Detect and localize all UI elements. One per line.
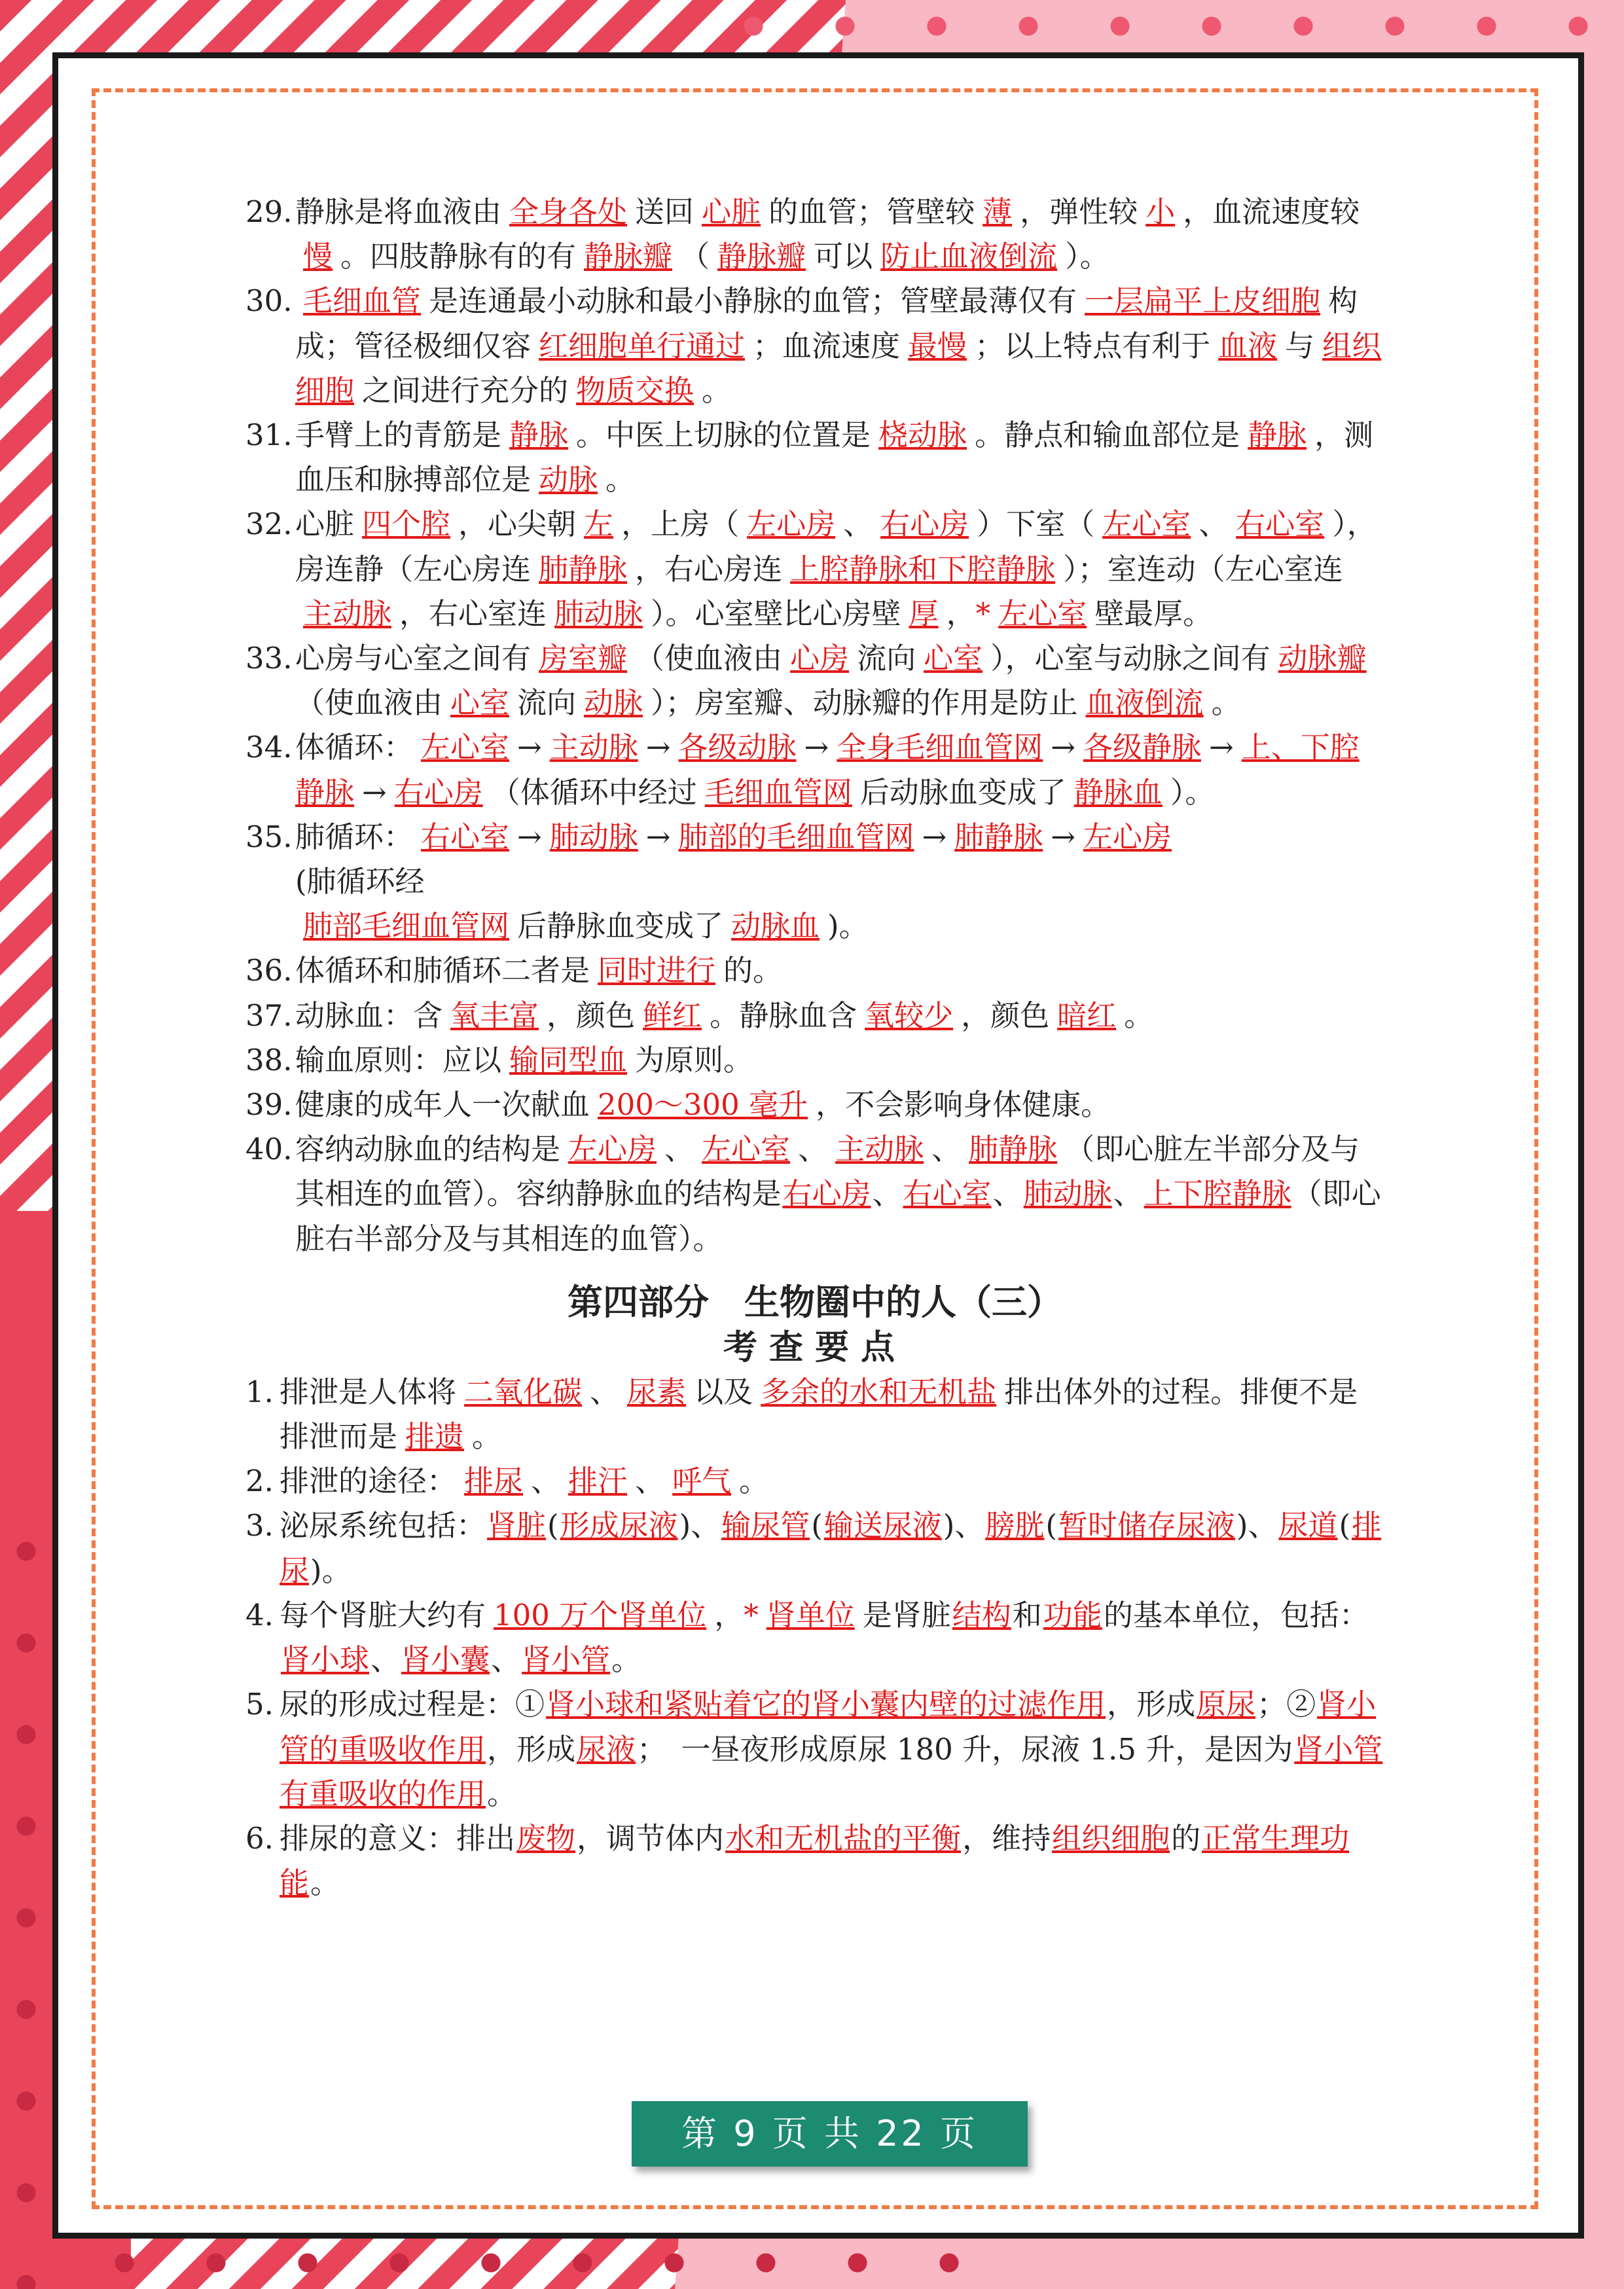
- section-subtitle: 考查要点: [723, 1327, 907, 1367]
- answer: 血液倒流: [1085, 685, 1204, 721]
- answer: 一层扁平上皮细胞: [1085, 283, 1321, 319]
- text: 。四肢静脉有的有: [340, 239, 577, 274]
- text: 泌尿系统包括：: [280, 1508, 486, 1543]
- text: 。静点和输血部位是: [975, 418, 1240, 453]
- answer: 右心房: [394, 774, 483, 810]
- answer: 上、下腔静脉: [295, 730, 1360, 810]
- answer: 静脉瓣: [717, 239, 806, 274]
- text: (: [1045, 1508, 1057, 1543]
- answer: 静脉血: [1074, 774, 1163, 810]
- item-number: 2.: [245, 1464, 274, 1499]
- text: 送回: [635, 194, 695, 229]
- answer: 肾小囊: [401, 1642, 490, 1678]
- text: 心脏: [295, 507, 355, 542]
- answer: 右心室: [903, 1176, 992, 1212]
- answer: 心脏: [702, 194, 761, 229]
- point-1: [245, 1370, 1384, 1459]
- text: 尿的形成过程是：①: [280, 1687, 545, 1722]
- answer: 肾脏: [487, 1508, 547, 1543]
- answer: 心室: [924, 641, 983, 676]
- answer: 右心室: [1236, 507, 1325, 542]
- answer: 左心室: [702, 1132, 791, 1167]
- arrow: →: [517, 730, 542, 765]
- answer: 主动脉: [835, 1132, 924, 1167]
- text: )。: [827, 909, 869, 944]
- text: 的血管；管壁较: [768, 194, 975, 229]
- point-6: [245, 1816, 1384, 1905]
- text: 与: [1285, 328, 1315, 363]
- item-number: 31.: [245, 418, 293, 453]
- answer: 输同型血: [509, 1042, 628, 1077]
- text: ，颜色: [547, 998, 636, 1033]
- answer: 右心室: [421, 819, 510, 854]
- answer: 200～300 毫升: [598, 1087, 808, 1123]
- question-35: [245, 815, 1384, 949]
- document-body: [245, 190, 1384, 1905]
- answer: 多余的水和无机盐: [761, 1374, 997, 1409]
- answer: 组织细胞: [1052, 1820, 1170, 1856]
- answer: 肾小管的重吸收作用: [280, 1687, 1377, 1767]
- text: ，右心室连: [399, 596, 547, 631]
- text: 的: [1171, 1820, 1201, 1856]
- answer: 全身毛细血管网: [837, 730, 1043, 765]
- answer: 心室: [450, 685, 510, 721]
- text: 流向: [517, 685, 577, 721]
- answer: 尿素: [627, 1374, 687, 1409]
- text: 、: [798, 1132, 828, 1167]
- text: 静脉是将血液由: [295, 194, 502, 229]
- answer: 左心房: [568, 1132, 657, 1167]
- answer: 左心房: [747, 507, 836, 542]
- answer: 房室瓣: [539, 641, 628, 676]
- question-39: [245, 1083, 1384, 1127]
- text: ；血流速度: [753, 328, 901, 363]
- answer: 氧丰富: [450, 998, 539, 1033]
- text: 手臂上的青筋是: [295, 418, 502, 453]
- answer: 肺静脉: [539, 551, 628, 586]
- answer: 慢: [303, 239, 333, 274]
- text: 、: [1199, 507, 1229, 542]
- answer: 排尿: [464, 1464, 524, 1499]
- text: 、: [370, 1642, 401, 1678]
- question-36: [245, 948, 1384, 993]
- text: 肺循环：: [295, 819, 414, 854]
- text: 。: [487, 1776, 517, 1811]
- text: ； 一昼夜形成原尿 180 升，尿液 1.5 升，是因为: [637, 1731, 1293, 1767]
- question-38: [245, 1038, 1384, 1083]
- answer: 尿液: [577, 1731, 636, 1767]
- answer: 桡动脉: [878, 418, 967, 453]
- answer: 红细胞单行通过: [539, 328, 746, 363]
- text: 动脉血：含: [295, 998, 443, 1033]
- text: ，上房（: [621, 507, 740, 542]
- text: 排出体外的过程。排便不是排泄而是: [280, 1374, 1358, 1454]
- answer: 左心室: [998, 596, 1087, 631]
- answer: 物质交换: [576, 372, 695, 408]
- answer: 废物: [516, 1820, 576, 1856]
- item-number: 37.: [245, 998, 293, 1033]
- answer: 主动脉: [549, 730, 638, 765]
- text: 。: [1211, 685, 1241, 721]
- item-number: 36.: [245, 953, 293, 988]
- answer: 排尿: [280, 1508, 1382, 1588]
- text: 后动脉血变成了: [859, 774, 1066, 810]
- text: 体循环和肺循环二者是: [295, 953, 590, 988]
- arrow: →: [1051, 730, 1075, 765]
- answer: 呼气: [672, 1464, 732, 1499]
- answer: 防止血液倒流: [880, 239, 1058, 274]
- question-30: [245, 279, 1384, 413]
- text: ）。: [1065, 239, 1110, 274]
- text: （即心脏左半部分及与其相连的血管）。容纳静脉血的结构是: [295, 1132, 1360, 1212]
- answer: 静脉: [509, 418, 569, 453]
- item-number: 34.: [245, 730, 293, 765]
- answer: 右心房: [782, 1176, 871, 1212]
- text: 构成；管径极细仅容: [295, 283, 1358, 363]
- text: 容纳动脉血的结构是: [295, 1132, 561, 1167]
- item-number: 6.: [245, 1820, 274, 1856]
- page-number-badge: 第 9 页 共 22 页: [632, 2101, 1028, 2167]
- answer: 肺动脉: [549, 819, 638, 854]
- text: 。静脉血含: [710, 998, 857, 1033]
- answer: 结构: [952, 1597, 1011, 1632]
- answer: 组织细胞: [295, 328, 1382, 408]
- text: 和: [1012, 1597, 1042, 1632]
- text: (肺循环经: [295, 864, 425, 899]
- text: 、: [635, 1464, 665, 1499]
- text: 输血原则：应以: [295, 1042, 502, 1077]
- answer: 小: [1146, 194, 1176, 229]
- text: 、: [843, 507, 873, 542]
- answer: 尿道: [1278, 1508, 1338, 1543]
- answer: 正常生理功能: [280, 1820, 1350, 1901]
- arrow: →: [517, 819, 542, 854]
- question-32: [245, 502, 1384, 636]
- answer: 输尿管: [721, 1508, 810, 1543]
- text: 心房与心室之间有: [295, 641, 532, 676]
- text: ，心尖朝: [458, 507, 577, 542]
- answer: 毛细血管: [303, 283, 422, 319]
- answer: 肺部毛细血管网: [303, 909, 510, 944]
- answer: 氧较少: [865, 998, 954, 1033]
- answer: 动脉: [584, 685, 643, 721]
- item-number: 33.: [245, 641, 293, 676]
- text: ，: [946, 596, 976, 631]
- background-dots-left: [0, 1505, 52, 2289]
- answer: 原尿: [1197, 1687, 1256, 1722]
- item-number: 38.: [245, 1042, 293, 1077]
- text: 、: [491, 1642, 521, 1678]
- item-number: 29.: [245, 194, 293, 229]
- answer: 肺部的毛细血管网: [678, 819, 914, 854]
- question-37: [245, 994, 1384, 1038]
- item-number: 3.: [245, 1508, 274, 1543]
- item-number: 39.: [245, 1087, 293, 1123]
- answer: 左心室: [1102, 507, 1191, 542]
- answer: 上下腔静脉: [1144, 1176, 1291, 1212]
- arrow: →: [645, 730, 671, 765]
- star-marker: *: [975, 596, 991, 631]
- background-dots-top: [708, 0, 1624, 52]
- text: 之间进行充分的: [362, 372, 569, 408]
- text: (: [547, 1508, 559, 1543]
- question-34: [245, 725, 1384, 814]
- item-number: 1.: [245, 1374, 274, 1409]
- item-number: 35.: [245, 819, 293, 854]
- text: 。: [1124, 998, 1154, 1033]
- text: 以及: [694, 1374, 753, 1409]
- text: 壁最厚。: [1094, 596, 1213, 631]
- arrow: →: [922, 819, 947, 854]
- point-5: [245, 1682, 1384, 1816]
- text: 为原则。: [635, 1042, 753, 1077]
- text: 、: [992, 1176, 1022, 1212]
- arrow: →: [645, 819, 671, 854]
- text: ）；室连动（左心室连: [1063, 551, 1343, 586]
- question-31: [245, 413, 1384, 502]
- answer: 肾小管有重吸收的作用: [280, 1731, 1383, 1811]
- text: 健康的成年人一次献血: [295, 1087, 590, 1123]
- answer: 厚: [909, 596, 939, 631]
- background-dots-bottom: [79, 2237, 995, 2289]
- text: ）；房室瓣、动脉瓣的作用是防止: [651, 685, 1078, 721]
- answer: 二氧化碳: [464, 1374, 583, 1409]
- text: ）。: [1170, 774, 1215, 810]
- answer: 肺动脉: [554, 596, 643, 631]
- text: 。: [605, 462, 636, 497]
- text: （使血液由: [295, 685, 443, 721]
- text: （即心脏右半部分及与其相连的血管）。: [295, 1176, 1381, 1256]
- answer: 静脉瓣: [584, 239, 673, 274]
- text: ，血流速度较: [1183, 194, 1360, 229]
- answer: 肾小管: [522, 1642, 611, 1678]
- arrow: →: [804, 730, 829, 765]
- text: 。: [472, 1419, 502, 1454]
- text: ，形成: [1107, 1687, 1196, 1722]
- answer: 左心房: [1083, 819, 1172, 854]
- answer: 膀胱: [985, 1508, 1045, 1543]
- text: 排泄的途径：: [280, 1464, 457, 1499]
- answer: 最慢: [908, 328, 967, 363]
- text: ；以上特点有利于: [975, 328, 1211, 363]
- answer: 动脉血: [731, 909, 820, 944]
- text: ）。心室壁比心房壁: [651, 596, 901, 631]
- text: ）下室（: [977, 507, 1095, 542]
- answer: 各级动脉: [678, 730, 797, 765]
- answer: 排汗: [568, 1464, 628, 1499]
- arrow: →: [1051, 819, 1075, 854]
- text: )、: [943, 1508, 984, 1543]
- answer: 输送尿液: [823, 1508, 942, 1543]
- answer: 主动脉: [303, 596, 392, 631]
- text: ，形成: [487, 1731, 576, 1767]
- answer: 100 万个肾单位: [494, 1597, 707, 1632]
- text: 体循环：: [295, 730, 414, 765]
- text: 的基本单位，包括：: [1103, 1597, 1369, 1632]
- text: 后静脉血变成了: [517, 909, 724, 944]
- answer: 同时进行: [598, 953, 716, 988]
- text: 。: [611, 1642, 641, 1678]
- text: 。: [310, 1865, 340, 1901]
- text: 可以: [814, 239, 873, 274]
- arrow: →: [1208, 730, 1234, 765]
- text: ，右心房连: [635, 551, 783, 586]
- text: ，调节体内: [577, 1820, 725, 1856]
- question-33: [245, 636, 1384, 725]
- text: )、: [679, 1508, 721, 1543]
- answer: 肺静脉: [969, 1132, 1058, 1167]
- text: 的。: [723, 953, 783, 988]
- item-number: 5.: [245, 1687, 274, 1722]
- text: 每个肾脏大约有: [280, 1597, 486, 1632]
- answer: 薄: [983, 194, 1013, 229]
- text: )。: [310, 1553, 352, 1588]
- text: ），心室与动脉之间有: [990, 641, 1271, 676]
- answer: 肺动脉: [1023, 1176, 1112, 1212]
- text: 排泄是人体将: [280, 1374, 457, 1409]
- text: 、: [872, 1176, 902, 1212]
- text: ，测血压和脉搏部位是: [295, 418, 1374, 497]
- answer: 排遗: [405, 1419, 465, 1454]
- text: 排尿的意义：排出: [280, 1820, 516, 1856]
- text: 、: [664, 1132, 695, 1167]
- answer: 功能: [1043, 1597, 1102, 1632]
- star-marker: *: [744, 1597, 759, 1632]
- answer: 左心室: [421, 730, 510, 765]
- point-2: [245, 1459, 1384, 1504]
- text: 。中医上切脉的位置是: [576, 418, 871, 453]
- text: ；②: [1257, 1687, 1316, 1722]
- text: 是连通最小动脉和最小静脉的血管；管壁最薄仅有: [429, 283, 1077, 319]
- point-3: [245, 1504, 1384, 1593]
- question-29: [245, 190, 1384, 279]
- text: (: [811, 1508, 823, 1543]
- answer: 动脉: [539, 462, 598, 497]
- text: ，维持: [962, 1820, 1051, 1856]
- answer: 水和无机盐的平衡: [725, 1820, 962, 1856]
- answer: 肾小球和紧贴着它的肾小囊内壁的过滤作用: [546, 1687, 1106, 1722]
- text: (: [1339, 1508, 1351, 1543]
- arrow: →: [362, 774, 387, 810]
- text: 。: [702, 372, 732, 408]
- question-40: [245, 1127, 1384, 1261]
- answer: 全身各处: [509, 194, 628, 229]
- text: 、: [931, 1132, 962, 1167]
- text: ，: [714, 1597, 744, 1632]
- text: ，弹性较: [1020, 194, 1138, 229]
- answer: 动脉瓣: [1278, 641, 1367, 676]
- answer: 心房: [790, 641, 850, 676]
- answer: 左: [584, 507, 614, 542]
- item-number: 40.: [245, 1132, 293, 1167]
- text: 是肾脏: [862, 1597, 951, 1632]
- text: 。: [739, 1464, 769, 1499]
- answer: 肺静脉: [954, 819, 1043, 854]
- point-4: [245, 1593, 1384, 1682]
- text: ），房连静（左心房连: [295, 507, 1377, 586]
- text: （使血液由: [635, 641, 783, 676]
- text: （体循环中经过: [490, 774, 697, 810]
- text: 流向: [857, 641, 916, 676]
- answer: 形成尿液: [560, 1508, 678, 1543]
- item-number: 30.: [245, 283, 293, 319]
- answer: 肾小球: [281, 1642, 370, 1678]
- answer: 各级静脉: [1083, 730, 1201, 765]
- answer: 血液: [1218, 328, 1278, 363]
- item-number: 32.: [245, 507, 293, 542]
- text: 、: [590, 1374, 620, 1409]
- text: （: [680, 239, 710, 274]
- answer: 毛细血管网: [704, 774, 852, 810]
- text: 、: [1113, 1176, 1143, 1212]
- item-number: 4.: [245, 1597, 274, 1632]
- answer: 四个腔: [362, 507, 451, 542]
- text: ，颜色: [961, 998, 1050, 1033]
- answer: 右心房: [880, 507, 969, 542]
- text: ，不会影响身体健康。: [816, 1087, 1111, 1123]
- answer: 静脉: [1248, 418, 1307, 453]
- answer: 暗红: [1057, 998, 1117, 1033]
- answer: 上腔静脉和下腔静脉: [790, 551, 1056, 586]
- section-title: 第四部分 生物圈中的人（三）: [568, 1281, 1062, 1323]
- text: 、: [531, 1464, 561, 1499]
- answer: 鲜红: [643, 998, 702, 1033]
- answer: 肾单位: [766, 1597, 855, 1632]
- text: )、: [1236, 1508, 1278, 1543]
- answer: 暂时储存尿液: [1058, 1508, 1235, 1543]
